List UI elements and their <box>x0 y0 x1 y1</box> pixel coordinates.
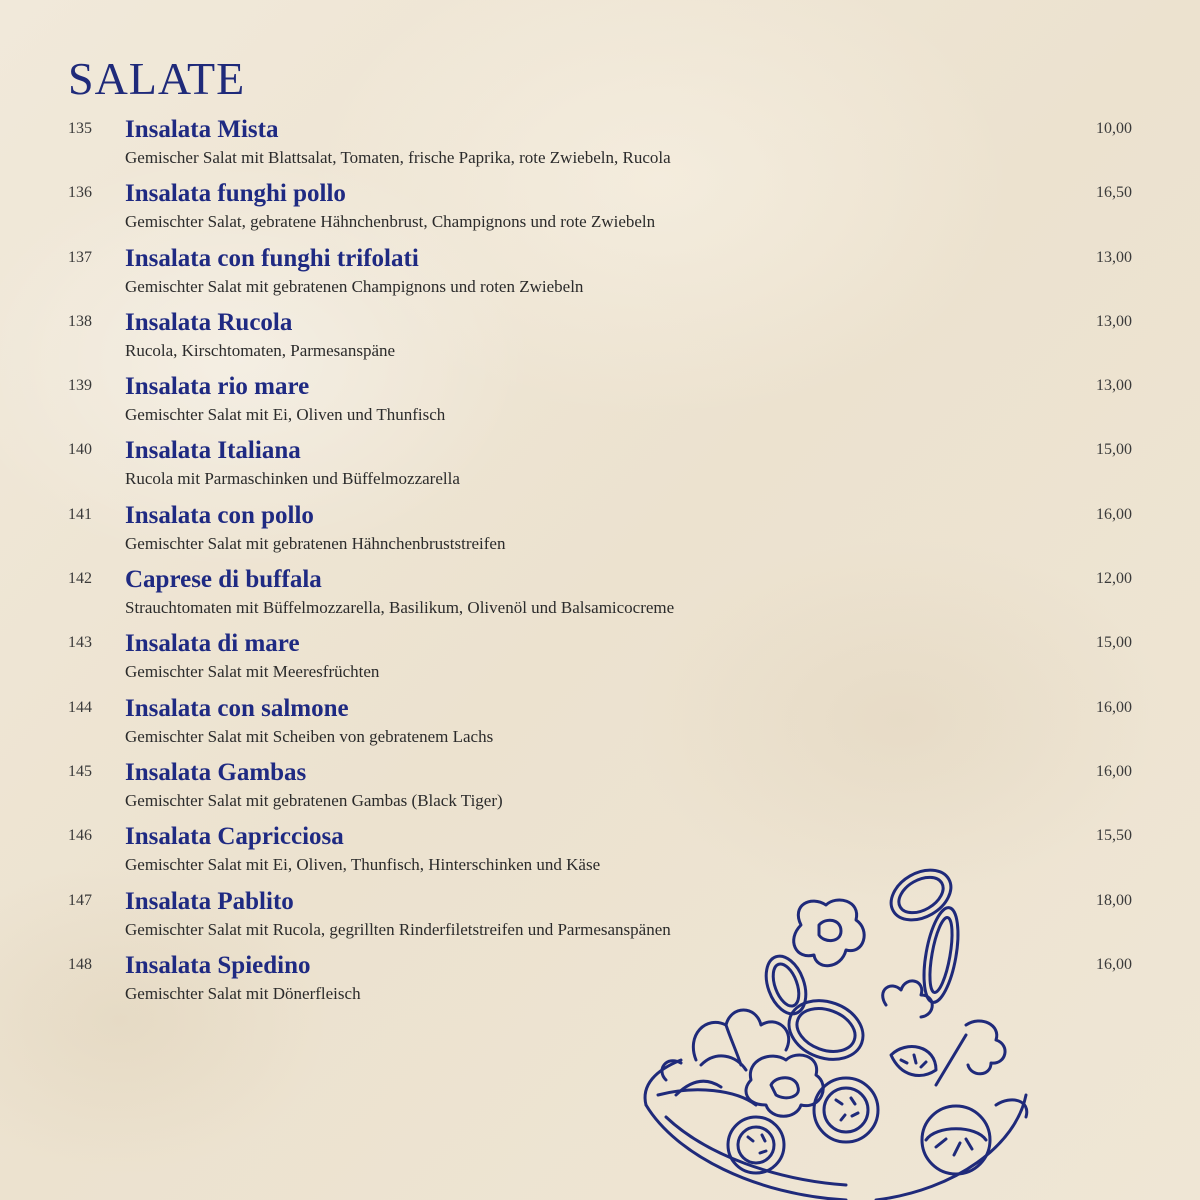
menu-item <box>0 307 1200 371</box>
item-price: 15,00 <box>1096 441 1132 459</box>
item-description: Gemischter Salat mit Dönerfleisch <box>125 983 361 1003</box>
item-name: Insalata con funghi trifolati <box>125 244 419 272</box>
item-price: 13,00 <box>1096 312 1132 330</box>
item-description: Strauchtomaten mit Büffelmozzarella, Basilikum, Olivenöl und Balsamicocreme <box>125 598 675 618</box>
item-description: Gemischter Salat mit Meeresfrüchten <box>125 662 380 682</box>
item-name: Insalata di mare <box>125 630 300 658</box>
item-number: 142 <box>68 570 92 588</box>
item-name: Caprese di buffala <box>125 566 322 594</box>
item-number: 138 <box>68 312 92 330</box>
menu-item <box>0 693 1200 757</box>
item-number: 147 <box>68 891 92 909</box>
menu-item <box>0 628 1200 692</box>
item-name: Insalata Capricciosa <box>125 823 344 851</box>
item-name: Insalata Mista <box>125 116 279 143</box>
item-name: Insalata Italiana <box>125 437 301 465</box>
item-number: 143 <box>68 634 92 652</box>
item-description: Gemischter Salat, gebratene Hähnchenbrust, Champignons und rote Zwiebeln <box>125 212 656 232</box>
item-description: Gemischter Salat mit gebratenen Champignons und roten Zwiebeln <box>125 276 584 296</box>
item-price: 16,00 <box>1096 505 1132 523</box>
item-number: 137 <box>68 248 92 266</box>
item-number: 144 <box>68 698 92 716</box>
item-price: 15,50 <box>1096 827 1132 845</box>
item-description: Rucola, Kirschtomaten, Parmesanspäne <box>125 340 396 360</box>
section-title: SALATE <box>68 53 246 104</box>
item-name: Insalata Pablito <box>125 887 294 915</box>
item-number: 146 <box>68 827 92 845</box>
item-description: Gemischter Salat mit Rucola, gegrillten Rinderfiletstreifen und Parmesanspänen <box>125 919 671 939</box>
item-name: Insalata funghi pollo <box>125 180 346 208</box>
menu-item <box>0 243 1200 307</box>
item-description: Rucola mit Parmaschinken und Büffelmozzarella <box>125 469 460 489</box>
item-number: 141 <box>68 505 92 523</box>
item-price: 16,00 <box>1096 698 1132 716</box>
item-number: 148 <box>68 955 92 973</box>
item-price: 16,50 <box>1096 184 1132 202</box>
item-price: 16,00 <box>1096 762 1132 780</box>
item-name: Insalata rio mare <box>125 373 310 401</box>
menu-item <box>0 757 1200 821</box>
item-number: 136 <box>68 184 92 202</box>
item-description: Gemischter Salat mit Scheiben von gebratenem Lachs <box>125 726 494 746</box>
item-price: 10,00 <box>1096 120 1132 137</box>
item-price: 15,00 <box>1096 634 1132 652</box>
item-description: Gemischter Salat mit gebratenen Gambas (Black Tiger) <box>125 790 503 810</box>
item-number: 135 <box>68 120 92 137</box>
menu-item <box>0 371 1200 435</box>
item-name: Insalata Gambas <box>125 758 307 786</box>
item-price: 13,00 <box>1096 248 1132 266</box>
item-name: Insalata con salmone <box>125 694 349 722</box>
menu-item <box>0 178 1200 242</box>
item-price: 13,00 <box>1096 377 1132 395</box>
item-price: 16,00 <box>1096 955 1132 973</box>
item-name: Insalata Spiedino <box>125 951 311 979</box>
item-description: Gemischter Salat mit gebratenen Hähnchenbruststreifen <box>125 533 506 553</box>
salad-bowl-icon <box>636 855 1056 1200</box>
item-name: Insalata Rucola <box>125 308 293 336</box>
menu-item <box>0 114 1200 178</box>
item-price: 18,00 <box>1096 891 1132 909</box>
item-description: Gemischer Salat mit Blattsalat, Tomaten, frische Paprika, rote Zwiebeln, Rucola <box>125 148 671 167</box>
item-description: Gemischter Salat mit Ei, Oliven, Thunfisch, Hinterschinken und Käse <box>125 855 601 875</box>
item-price: 12,00 <box>1096 570 1132 588</box>
item-number: 139 <box>68 377 92 395</box>
item-description: Gemischter Salat mit Ei, Oliven und Thunfisch <box>125 405 446 425</box>
item-name: Insalata con pollo <box>125 501 314 529</box>
item-number: 145 <box>68 762 92 780</box>
menu-item <box>0 564 1200 628</box>
menu-item <box>0 435 1200 499</box>
item-number: 140 <box>68 441 92 459</box>
menu-item <box>0 500 1200 564</box>
